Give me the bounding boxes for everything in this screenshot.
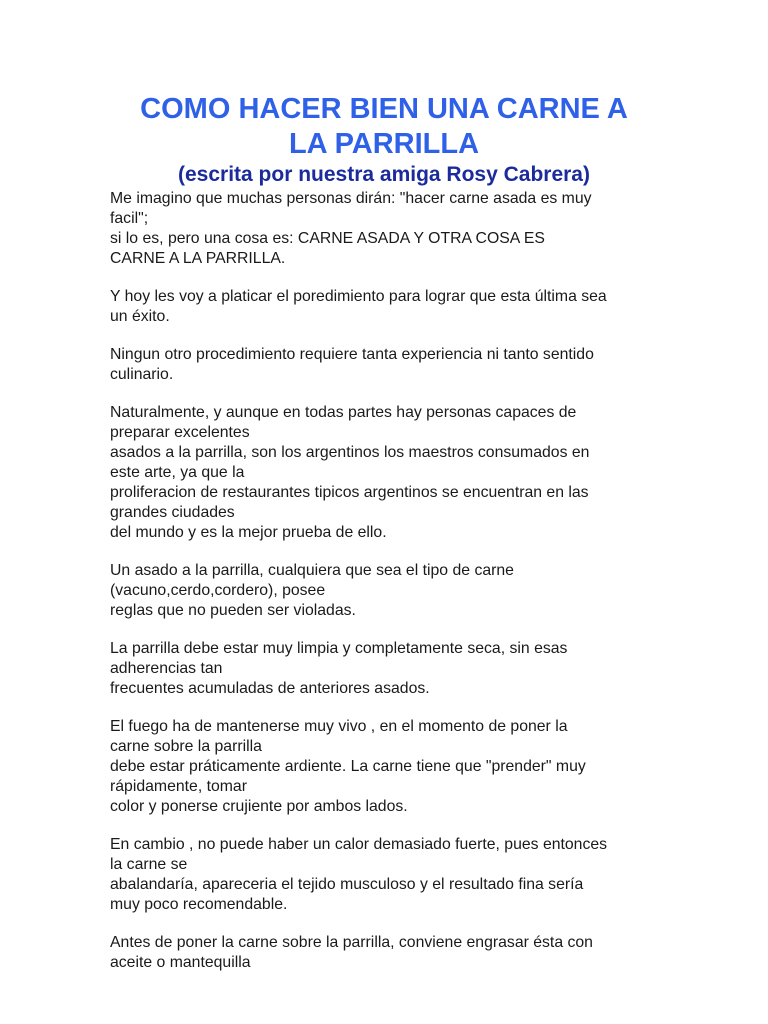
text-line: color y ponerse crujiente por ambos lados. bbox=[110, 798, 408, 815]
text-line: un éxito. bbox=[110, 308, 170, 325]
title-line: COMO HACER BIEN UNA CARNE A bbox=[140, 93, 628, 125]
paragraph-2 bbox=[110, 287, 690, 327]
paragraph-3 bbox=[110, 345, 690, 385]
text-line: facil"; bbox=[110, 210, 149, 227]
text-line: CARNE A LA PARRILLA. bbox=[110, 250, 286, 267]
text-line: La parrilla debe estar muy limpia y completamente seca, sin esas bbox=[110, 640, 568, 657]
text-line: rápidamente, tomar bbox=[110, 778, 247, 795]
text-line: adherencias tan bbox=[110, 660, 223, 677]
text-line: Antes de poner la carne sobre la parrilla, conviene engrasar ésta con bbox=[110, 934, 593, 951]
paragraph-6 bbox=[110, 639, 690, 699]
page-title bbox=[100, 92, 668, 162]
text-line: si lo es, pero una cosa es: CARNE ASADA Y OTRA COSA ES bbox=[110, 230, 545, 247]
text-line: El fuego ha de mantenerse muy vivo , en el momento de poner la bbox=[110, 718, 568, 735]
text-line: (vacuno,cerdo,cordero), posee bbox=[110, 582, 326, 599]
text-line: Naturalmente, y aunque en todas partes hay personas capaces de bbox=[110, 404, 577, 421]
text-line: reglas que no pueden ser violadas. bbox=[110, 602, 356, 619]
text-line: preparar excelentes bbox=[110, 424, 250, 441]
text-line: abalandaría, apareceria el tejido musculoso y el resultado fina sería bbox=[110, 876, 584, 893]
text-line: muy poco recomendable. bbox=[110, 896, 288, 913]
text-line: culinario. bbox=[110, 366, 174, 383]
text-line: carne sobre la parrilla bbox=[110, 738, 262, 755]
text-line: asados a la parrilla, son los argentinos los maestros consumados en bbox=[110, 444, 590, 461]
paragraph-4 bbox=[110, 403, 690, 543]
paragraph-7 bbox=[110, 717, 690, 817]
paragraph-5 bbox=[110, 561, 690, 621]
text-line: la carne se bbox=[110, 856, 188, 873]
text-line: Y hoy les voy a platicar el poredimiento para lograr que esta última sea bbox=[110, 288, 607, 305]
paragraph-1 bbox=[110, 189, 690, 269]
text-line: Ningun otro procedimiento requiere tanta experiencia ni tanto sentido bbox=[110, 346, 594, 363]
text-line: frecuentes acumuladas de anteriores asados. bbox=[110, 680, 430, 697]
text-line: grandes ciudades bbox=[110, 504, 235, 521]
page-subtitle: (escrita por nuestra amiga Rosy Cabrera) bbox=[178, 163, 590, 186]
text-line: Me imagino que muchas personas dirán: "hacer carne asada es muy bbox=[110, 190, 592, 207]
text-line: debe estar práticamente ardiente. La carne tiene que "prender" muy bbox=[110, 758, 586, 775]
text-line: En cambio , no puede haber un calor demasiado fuerte, pues entonces bbox=[110, 836, 608, 853]
text-line: este arte, ya que la bbox=[110, 464, 245, 481]
article-body bbox=[110, 189, 690, 991]
title-line: LA PARRILLA bbox=[288, 128, 480, 160]
paragraph-8 bbox=[110, 835, 690, 915]
text-line: aceite o mantequilla bbox=[110, 954, 251, 971]
paragraph-9 bbox=[110, 933, 690, 973]
text-line: del mundo y es la mejor prueba de ello. bbox=[110, 524, 387, 541]
text-line: proliferacion de restaurantes tipicos argentinos se encuentran en las bbox=[110, 484, 589, 501]
text-line: Un asado a la parrilla, cualquiera que sea el tipo de carne bbox=[110, 562, 514, 579]
